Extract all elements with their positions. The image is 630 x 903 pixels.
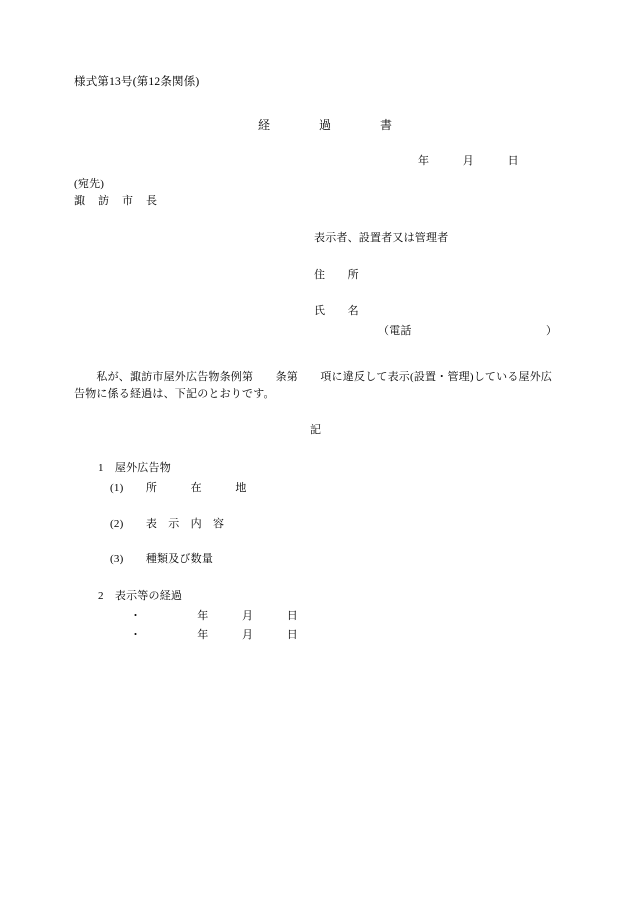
- name-field-label: 氏 名: [314, 305, 359, 317]
- document-title: 経 過 書: [258, 118, 393, 132]
- list-item-1-a: (1) 所 在 地: [110, 482, 247, 494]
- form-number: 様式第13号(第12条関係): [74, 76, 200, 88]
- list-item-2-a: ・ 年 月 日: [130, 610, 298, 622]
- list-item-1-c: (3) 種類及び数量: [110, 553, 214, 565]
- body-text-line-1: 私が、諏訪市屋外広告物条例第 条第 項に違反して表示(設置・管理)している屋外広: [74, 371, 553, 383]
- body-text-line-2: 告物に係る経過は、下記のとおりです。: [74, 388, 275, 400]
- role-line: 表示者、設置者又は管理者: [314, 232, 449, 244]
- ki-mark: 記: [310, 424, 322, 436]
- date-line: 年 月 日: [418, 155, 519, 167]
- list-item-1: 1 屋外広告物: [98, 462, 171, 474]
- list-item-1-b: (2) 表 示 内 容: [110, 518, 225, 530]
- telephone-field-label: （電話 ）: [378, 325, 558, 337]
- address-field-label: 住 所: [314, 269, 359, 281]
- list-item-2: 2 表示等の経過: [98, 590, 183, 602]
- addressee: 諏 訪 市 長: [74, 195, 158, 207]
- addressee-label: (宛先): [74, 178, 105, 190]
- list-item-2-b: ・ 年 月 日: [130, 629, 298, 641]
